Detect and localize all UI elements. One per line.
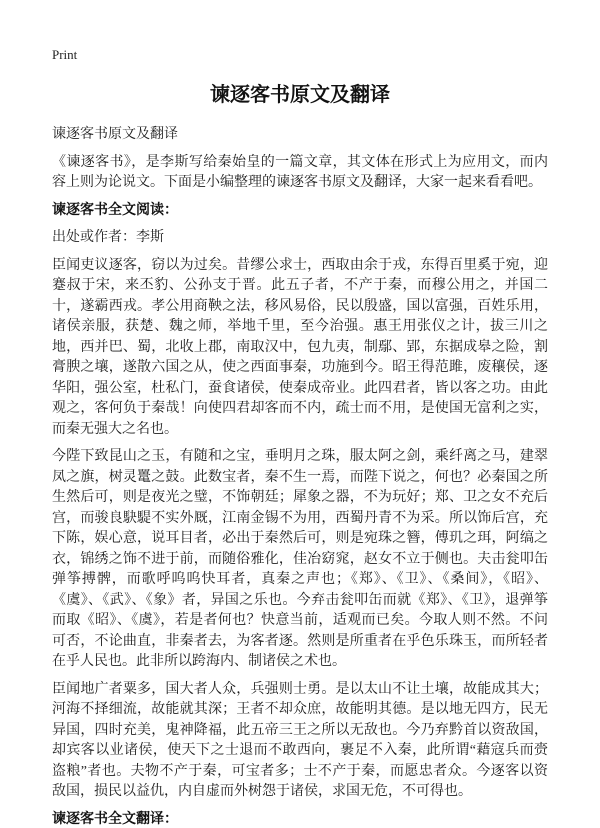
subtitle-line: 谏逐客书原文及翻译 [52,127,178,142]
section-heading-full-text-translation: 谏逐客书全文翻译： [52,811,178,827]
section-heading-full-text-reading: 谏逐客书全文阅读： [52,202,178,218]
body-paragraph-3: 臣闻地广者粟多，国大者人众，兵强则士勇。是以太山不让土壤，故能成其大；河海不择细流，故能就其深；王者不却众庶，故能明其德。是以地无四方，民无异国，四时充美，鬼神降福，此五帝三王之所以无敌也。今乃弃黔首以资敌国，却宾客以业诸侯，使天下之士退而不敢西向，裹足不入秦，此所谓“藉寇兵而赍盗粮”者也。夫物不产于秦，可宝者多；士不产于秦，而愿忠者众。今逐客以资敌国，损民以益仇，内自虚而外树怨于诸侯，求国无危，不可得也。 [52,681,548,799]
intro-paragraph: 《谏逐客书》，是李斯写给秦始皇的一篇文章，其文体在形式上为应用文，而内容上则为论说文。下面是小编整理的谏逐客书原文及翻译，大家一起来看看吧。 [52,154,548,190]
page-title: 谏逐客书原文及翻译 [210,84,390,106]
source-author-line: 出处或作者：李斯 [52,230,164,245]
body-paragraph-1: 臣闻吏议逐客，窃以为过矣。昔缪公求士，西取由余于戎，东得百里奚于宛，迎蹇叔于宋，来丕豹、公孙支于晋。此五子者，不产于秦，而穆公用之，并国二十，遂霸西戎。孝公用商鞅之法，移风易俗，民以殷盛，国以富强，百姓乐用，诸侯亲服，获楚、魏之师，举地千里，至今治强。惠王用张仪之计，拔三川之地，西并巴、蜀，北收上郡，南取汉中，包九夷，制鄢、郢，东据成皋之险，割膏腴之壤，遂散六国之从，使之西面事秦，功施到今。昭王得范雎，废穰侯，逐华阳，强公室，杜私门，蚕食诸侯，使秦成帝业。此四君者，皆以客之功。由此观之，客何负于秦哉！向使四君却客而不内，疏士而不用，是使国无富利之实，而秦无强大之名也。 [52,257,548,437]
body-paragraph-2: 今陛下致昆山之玉，有随和之宝，垂明月之珠，服太阿之剑，乘纤离之马，建翠凤之旗，树灵鼍之鼓。此数宝者，秦不生一焉，而陛下说之，何也？必秦国之所生然后可，则是夜光之璧，不饰朝廷；犀象之器，不为玩好；郑、卫之女不充后宫，而骏良駃騠不实外厩，江南金锡不为用，西蜀丹青不为采。所以饰后宫，充下陈，娱心意，说耳目者，必出于秦然后可，则是宛珠之簪，傅玑之珥，阿缟之衣，锦绣之饰不进于前，而随俗雅化，佳冶窈窕，赵女不立于侧也。夫击瓮叩缶弹筝搏髀，而歌呼呜呜快耳者，真秦之声也；《郑》、《卫》、《桑间》，《昭》、《虞》、《武》、《象》者，异国之乐也。今弃击瓮叩缶而就《郑》、《卫》，退弹筝而取《昭》、《虞》，若是者何也？快意当前，适观而已矣。今取人则不然。不问可否，不论曲直，非秦者去，为客者逐。然则是所重者在乎色乐珠玉，而所轻者在乎人民也。此非所以跨海内、制诸侯之术也。 [52,449,548,669]
print-link[interactable]: Print [52,47,78,62]
